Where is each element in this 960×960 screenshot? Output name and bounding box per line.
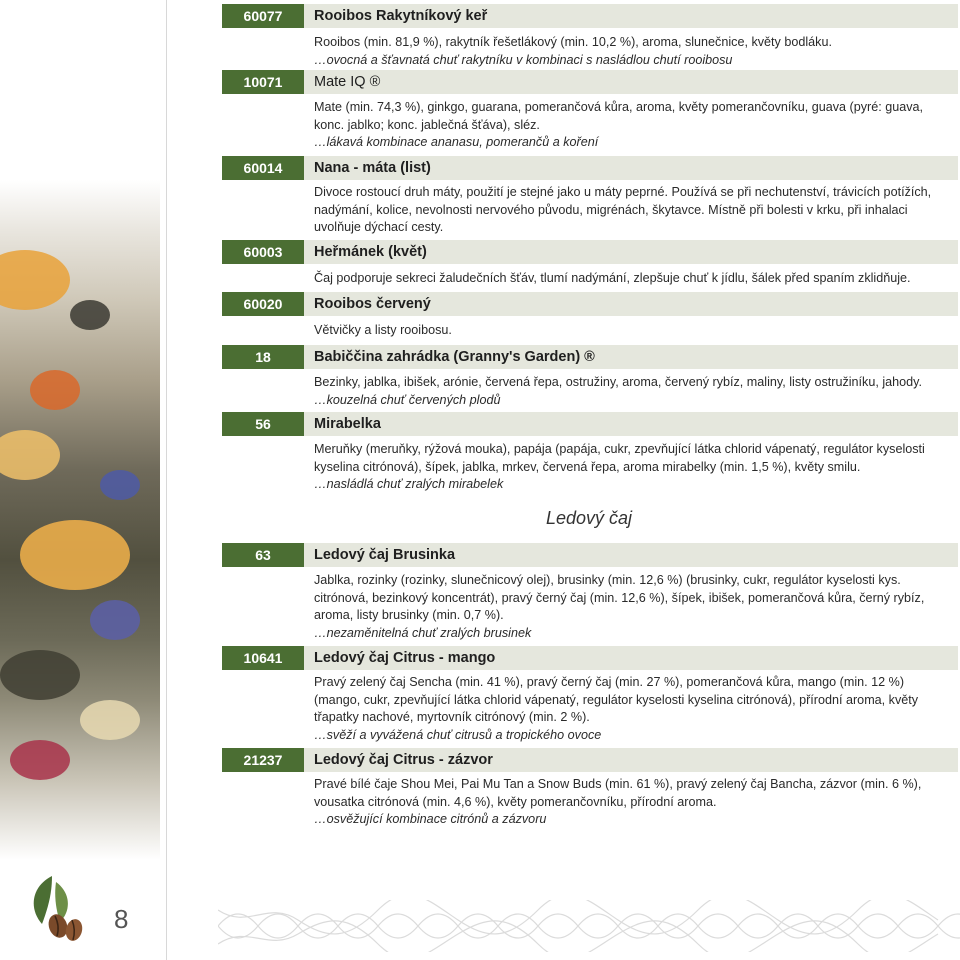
- item-description: [314, 776, 952, 829]
- page-number: 8: [114, 904, 129, 934]
- item-ingredients: Pravé bílé čaje Shou Mei, Pai Mu Tan a Snow Buds (min. 61 %), pravý zelený čaj Bancha, zázvor (min. 6 %), vousatka citrónová (min. 4,6 %), květy pomerančovníku, přírodní aroma.: [314, 777, 922, 809]
- item-tagline: …nezaměnitelná chuť zralých brusinek: [314, 625, 532, 640]
- item-description: [314, 322, 952, 340]
- item-ingredients: Čaj podporuje sekreci žaludečních šťáv, tlumí nadýmání, zlepšuje chuť k jídlu, šálek před spaním zklidňuje.: [314, 271, 911, 285]
- item-name: Ledový čaj Citrus - mango: [304, 646, 958, 670]
- item-header: [222, 748, 958, 772]
- item-name: Babiččina zahrádka (Granny's Garden) ®: [304, 345, 958, 369]
- item-ingredients: Meruňky (meruňky, rýžová mouka), papája (papája, cukr, zpevňující látka chlorid vápenatý, regulátor kyselosti kyselina citrónová), šípek, jablka, mrkev, červená řepa, aroma mirabelky (min. 1,5 %), květy smilu.: [314, 442, 925, 474]
- item-tagline: …nasládlá chuť zralých mirabelek: [314, 477, 504, 491]
- leaf-bean-logo-icon: [22, 872, 86, 944]
- item-code: 56: [222, 412, 304, 436]
- item-description: [314, 374, 952, 409]
- item-tagline: …svěží a vyvážená chuť citrusů a tropického ovoce: [314, 727, 602, 742]
- item-name: Rooibos červený: [304, 292, 958, 316]
- item-description: [314, 34, 952, 69]
- item-description: [314, 184, 952, 237]
- item-tagline: …kouzelná chuť červených plodů: [314, 392, 501, 407]
- item-header: [222, 4, 958, 28]
- item-tagline: …ovocná a šťavnatá chuť rakytníku v kombinaci s nasládlou chutí rooibosu: [314, 52, 733, 67]
- item-name: Nana - máta (list): [304, 156, 958, 180]
- item-code: 10071: [222, 70, 304, 94]
- item-code: 21237: [222, 748, 304, 772]
- item-header: [222, 543, 958, 567]
- item-code: 10641: [222, 646, 304, 670]
- item-description: [314, 441, 952, 494]
- item-code: 60077: [222, 4, 304, 28]
- item-name: Rooibos Rakytníkový keř: [304, 4, 958, 28]
- item-header: [222, 70, 958, 94]
- item-code: 63: [222, 543, 304, 567]
- item-description: [314, 572, 952, 642]
- item-code: 60020: [222, 292, 304, 316]
- item-name: Heřmánek (květ): [304, 240, 958, 264]
- item-description: [314, 270, 952, 288]
- item-ingredients: Větvičky a listy rooibosu.: [314, 323, 452, 337]
- section-title: Ledový čaj: [546, 508, 633, 528]
- ornament-pattern: [218, 900, 960, 952]
- item-header: [222, 412, 958, 436]
- item-name: Mate IQ ®: [304, 70, 958, 94]
- item-name: Mirabelka: [304, 412, 958, 436]
- item-description: [314, 674, 952, 744]
- item-description: [314, 99, 952, 152]
- tea-leaves-photo: [0, 0, 160, 860]
- item-header: [222, 345, 958, 369]
- item-name: Ledový čaj Citrus - zázvor: [304, 748, 958, 772]
- item-code: 60003: [222, 240, 304, 264]
- item-ingredients: Bezinky, jablka, ibišek, arónie, červená řepa, ostružiny, aroma, červený rybíz, maliny, listy ostružiníku, jahody.: [314, 375, 923, 389]
- item-tagline: …osvěžující kombinace citrónů a zázvoru: [314, 812, 547, 826]
- item-ingredients: Mate (min. 74,3 %), ginkgo, guarana, pomerančová kůra, aroma, květy pomerančovníku, guava (pyré: guava, konc. jablko; konc. jablečná šťáva), sléz.: [314, 100, 924, 132]
- item-tagline: …lákavá kombinace ananasu, pomerančů a koření: [314, 135, 599, 149]
- item-header: [222, 240, 958, 264]
- item-code: 60014: [222, 156, 304, 180]
- item-ingredients: Jablka, rozinky (rozinky, slunečnicový olej), brusinky (min. 12,6 %) (brusinky, cukr, regulátor kyselosti kys. citrónová, bezinkový koncentrát), pravý černý čaj (min. 12,6 %), šípek, ibišek, pomerančová kůra, černý rybíz, aroma, listy brusinky (min. 0,7 %).: [314, 573, 925, 622]
- page-divider: [166, 0, 167, 960]
- item-name: Ledový čaj Brusinka: [304, 543, 958, 567]
- item-ingredients: Divoce rostoucí druh máty, použití je stejné jako u máty peprné. Používá se při nechutenství, trávicích potížích, nadýmání, kolice, nevolnosti nervového původu, migrénách, škytavce. Místně při bolesti v krku, při inhalaci uvolňuje dýchací cesty.: [314, 185, 932, 234]
- item-header: [222, 646, 958, 670]
- item-ingredients: Pravý zelený čaj Sencha (min. 41 %), pravý černý čaj (min. 27 %), pomerančová kůra, mango (min. 12 %) (mango, cukr, zpevňující látka chlorid vápenatý, regulátor kyselosti kyselina citrónová), přírodní aroma, květy třapatky nachové, myrtovník citrónový (min. 2 %).: [314, 675, 919, 724]
- item-ingredients: Rooibos (min. 81,9 %), rakytník řešetlákový (min. 10,2 %), aroma, slunečnice, květy bodláku.: [314, 35, 832, 49]
- item-header: [222, 156, 958, 180]
- item-code: 18: [222, 345, 304, 369]
- item-header: [222, 292, 958, 316]
